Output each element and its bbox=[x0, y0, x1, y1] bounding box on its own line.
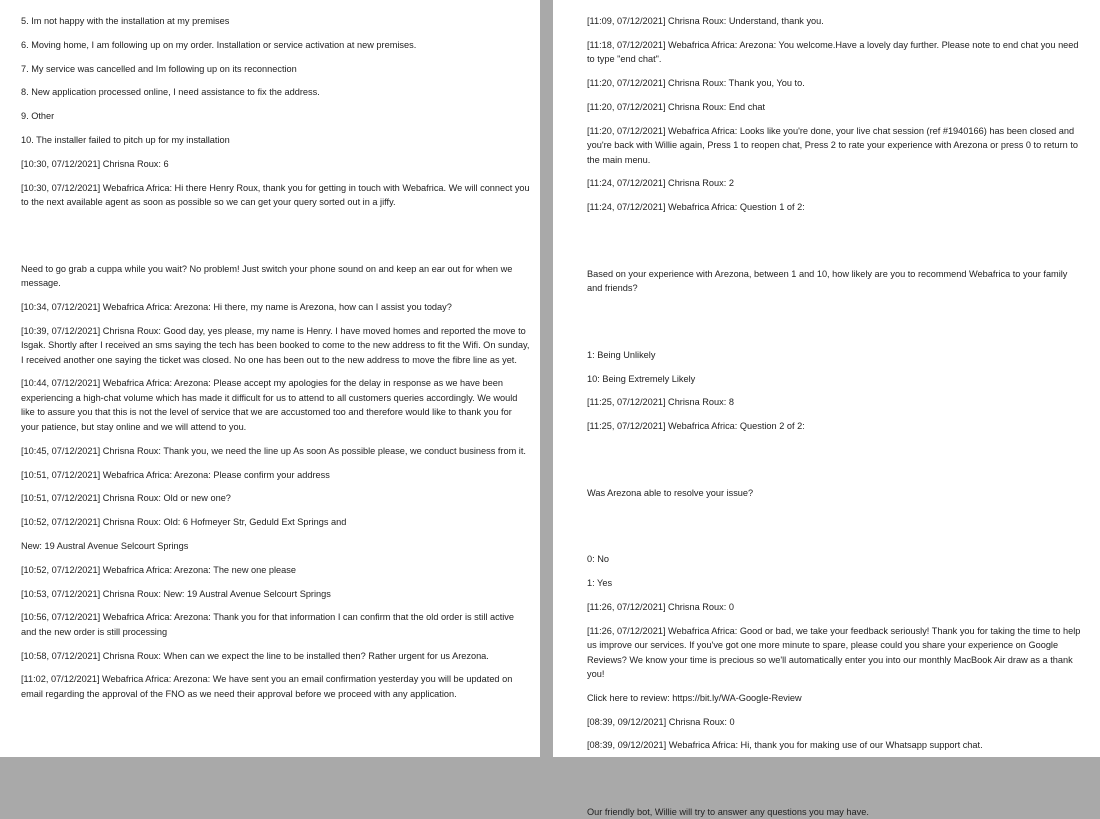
right-paragraph: [11:26, 07/12/2021] Webafrica Africa: Good or bad, we take your feedback seriously! Thank you for taking the time to help us improve our services. If you've got one more minute to spare, please could you share your experience on Google Reviews? We know your time is precious so we'll automatically enter you into our monthly MacBook Air draw as a thank you! bbox=[587, 625, 1083, 680]
right-paragraph: 1: Yes bbox=[587, 577, 613, 588]
left-paragraph: [10:51, 07/12/2021] Chrisna Roux: Old or new one? bbox=[21, 493, 231, 504]
left-paragraph: [10:53, 07/12/2021] Chrisna Roux: New: 19 Austral Avenue Selcourt Springs bbox=[21, 588, 331, 599]
right-paragraph: 1: Being Unlikely bbox=[587, 349, 656, 360]
right-paragraph: [11:26, 07/12/2021] Chrisna Roux: 0 bbox=[587, 601, 734, 612]
left-paragraph: [10:52, 07/12/2021] Chrisna Roux: Old: 6 Hofmeyer Str, Geduld Ext Springs and bbox=[21, 517, 347, 528]
left-paragraph: [10:39, 07/12/2021] Chrisna Roux: Good day, yes please, my name is Henry. I have moved homes and reported the move to Isgak. Shortly after I received an sms saying the tech has been booked to come to the new address to fit the Wifi. On sunday, I received another one saying the ticket was closed. No one has been out to the new address to move the fibre line as yet. bbox=[21, 325, 533, 365]
left-paragraph: [10:45, 07/12/2021] Chrisna Roux: Thank you, we need the line up As soon As possible please, we conduct business from it. bbox=[21, 445, 526, 456]
right-paragraph: [08:39, 09/12/2021] Webafrica Africa: Hi, thank you for making use of our Whatsapp support chat. bbox=[587, 740, 983, 751]
left-paragraph: 6. Moving home, I am following up on my order. Installation or service activation at new premises. bbox=[21, 39, 417, 50]
right-blank-line bbox=[587, 450, 1082, 470]
left-paragraph: [11:02, 07/12/2021] Webafrica Africa: Arezona: We have sent you an email confirmation yesterday you will be updated on email regarding the approval of the FNO as we need their approval before we proceed with any application. bbox=[21, 674, 515, 699]
left-paragraph: 5. Im not happy with the installation at my premises bbox=[21, 16, 230, 26]
left-paragraph: 10. The installer failed to pitch up for my installation bbox=[21, 134, 230, 145]
document-page-left bbox=[0, 0, 540, 757]
right-blank-line bbox=[587, 769, 1082, 789]
right-paragraph: 0: No bbox=[587, 554, 609, 565]
right-paragraph: [11:20, 07/12/2021] Webafrica Africa: Looks like you're done, your live chat session (ref #1940166) has been closed and you're back with Willie again, Press 1 to reopen chat, Press 2 to rate your experience with Arezona or press 0 to return to the main menu. bbox=[587, 125, 1081, 165]
right-paragraph: [08:39, 09/12/2021] Chrisna Roux: 0 bbox=[587, 716, 735, 727]
left-paragraph: New: 19 Austral Avenue Selcourt Springs bbox=[21, 540, 189, 551]
right-blank-line bbox=[587, 516, 1082, 536]
left-paragraph: [10:52, 07/12/2021] Webafrica Africa: Arezona: The new one please bbox=[21, 564, 296, 575]
left-blank-line bbox=[21, 226, 530, 246]
left-paragraph: [10:56, 07/12/2021] Webafrica Africa: Arezona: Thank you for that information I can confirm that the old order is still active and the new order is still processing bbox=[21, 612, 517, 637]
left-paragraph: [10:30, 07/12/2021] Chrisna Roux: 6 bbox=[21, 158, 169, 169]
right-paragraph: [11:20, 07/12/2021] Chrisna Roux: Thank you, You to. bbox=[587, 78, 805, 89]
right-paragraph: 10: Being Extremely Likely bbox=[587, 373, 696, 384]
right-paragraph: [11:24, 07/12/2021] Webafrica Africa: Question 1 of 2: bbox=[587, 202, 805, 213]
right-blank-line bbox=[587, 312, 1082, 332]
left-paragraph: [10:58, 07/12/2021] Chrisna Roux: When can we expect the line to be installed then? Rather urgent for us Arezona. bbox=[21, 650, 489, 661]
right-paragraph: [11:25, 07/12/2021] Chrisna Roux: 8 bbox=[587, 397, 734, 408]
right-paragraph: Our friendly bot, Willie will try to answer any questions you may have. bbox=[587, 806, 869, 817]
left-paragraph: 9. Other bbox=[21, 111, 55, 122]
left-paragraph: [10:51, 07/12/2021] Webafrica Africa: Arezona: Please confirm your address bbox=[21, 469, 330, 480]
left-paragraph: Need to go grab a cuppa while you wait? No problem! Just switch your phone sound on and keep an ear out for when we message. bbox=[21, 263, 515, 289]
right-paragraph: [11:24, 07/12/2021] Chrisna Roux: 2 bbox=[587, 178, 734, 189]
left-paragraph: 8. New application processed online, I need assistance to fix the address. bbox=[21, 87, 320, 98]
right-paragraph: [11:20, 07/12/2021] Chrisna Roux: End chat bbox=[587, 101, 766, 112]
right-paragraph: Based on your experience with Arezona, between 1 and 10, how likely are you to recommend Webafrica to your family and friends? bbox=[587, 268, 1070, 294]
right-paragraph: [11:09, 07/12/2021] Chrisna Roux: Understand, thank you. bbox=[587, 16, 824, 26]
left-paragraph: [10:34, 07/12/2021] Webafrica Africa: Arezona: Hi there, my name is Arezona, how can I assist you today? bbox=[21, 301, 452, 312]
right-paragraph: Was Arezona able to resolve your issue? bbox=[587, 487, 754, 498]
left-paragraph: 7. My service was cancelled and Im following up on its reconnection bbox=[21, 63, 297, 74]
left-paragraph: [10:44, 07/12/2021] Webafrica Africa: Arezona: Please accept my apologies for the delay in response as we have been experiencing a high-chat volume which has made it difficult for us to attend to all customers queries accordingly. We would like to assure you that this is not the level of service that we are accustomed too and therefore would like to thank you for your patience, but stay online and we will attend to you. bbox=[21, 378, 520, 432]
right-paragraph: [11:25, 07/12/2021] Webafrica Africa: Question 2 of 2: bbox=[587, 421, 805, 432]
right-blank-line bbox=[587, 231, 1082, 251]
document-page-right bbox=[553, 0, 1100, 817]
right-paragraph: [11:18, 07/12/2021] Webafrica Africa: Arezona: You welcome.Have a lovely day further. Please note to end chat you need to type "end chat". bbox=[587, 39, 1082, 65]
left-paragraph: [10:30, 07/12/2021] Webafrica Africa: Hi there Henry Roux, thank you for getting in touch with Webafrica. We will connect you to the next available agent as soon as possible so we can get your query sorted out in a jiffy. bbox=[21, 182, 533, 208]
right-paragraph: Click here to review: https://bit.ly/WA-Google-Review bbox=[587, 692, 802, 703]
